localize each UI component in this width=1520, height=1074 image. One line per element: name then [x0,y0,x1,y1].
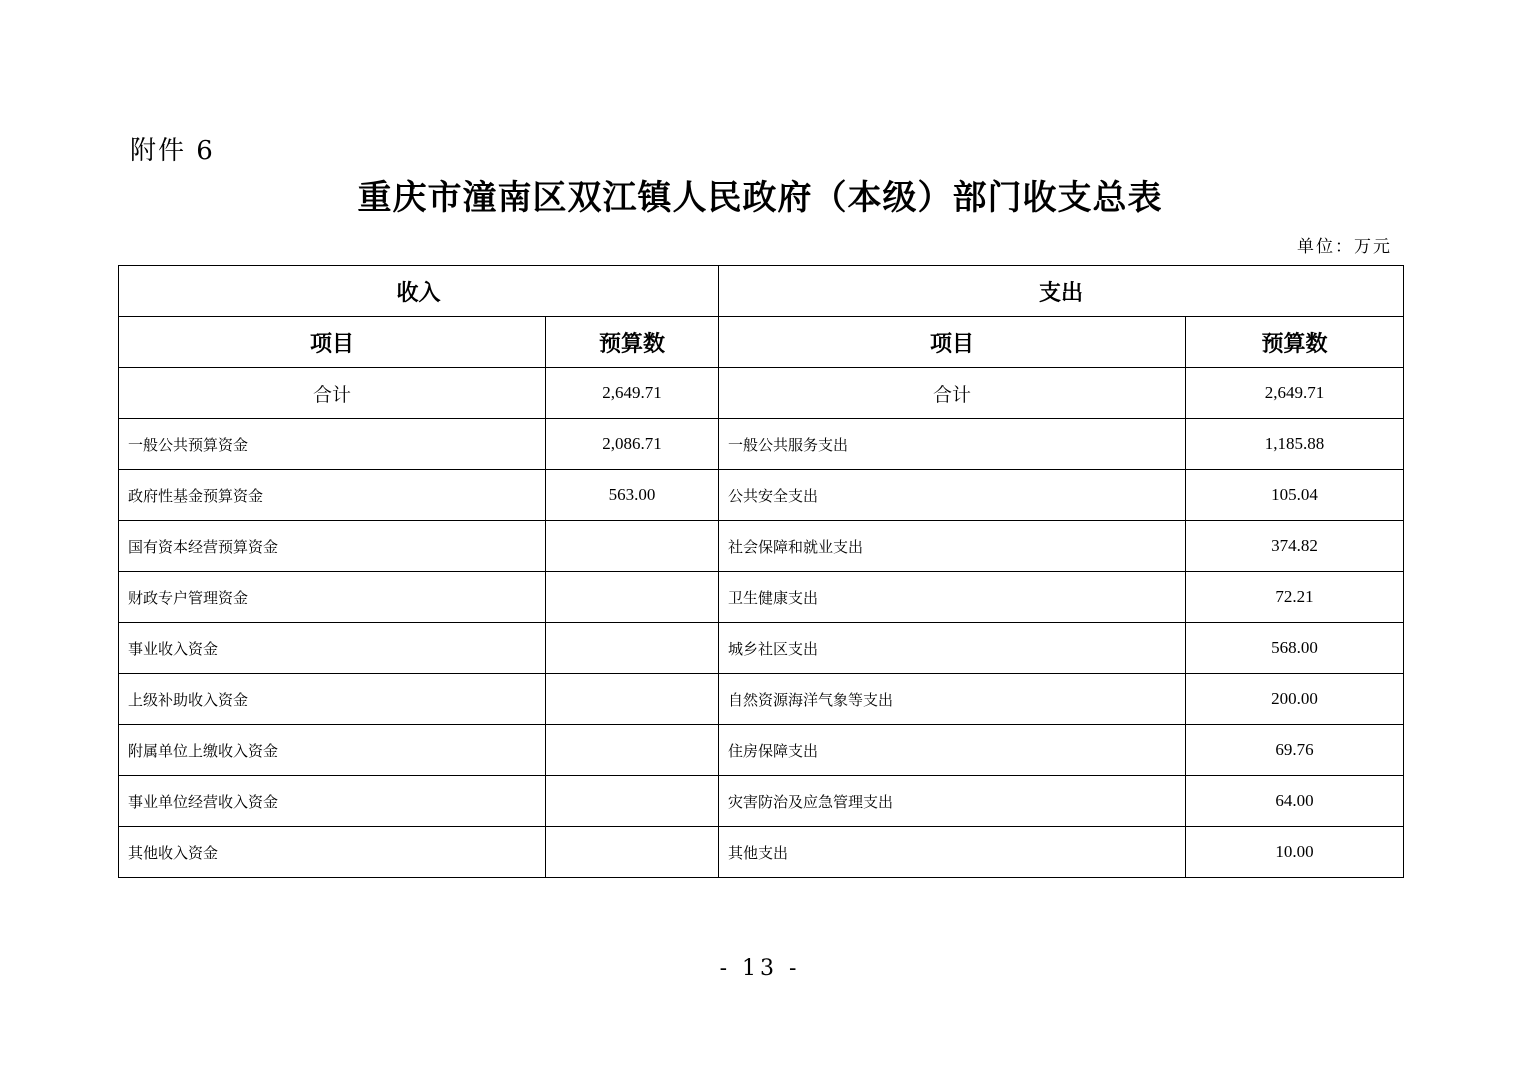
expense-value: 105.04 [1186,470,1404,521]
income-header: 收入 [119,266,719,317]
table-row [119,470,1404,521]
income-item-header: 项目 [119,317,546,368]
expense-item: 灾害防治及应急管理支出 [719,776,1186,827]
expense-value: 72.21 [1186,572,1404,623]
expense-total-value: 2,649.71 [1186,368,1404,419]
expense-value: 69.76 [1186,725,1404,776]
expense-value: 374.82 [1186,521,1404,572]
attachment-label: 附件 6 [130,136,215,166]
income-item: 事业收入资金 [119,623,546,674]
income-item: 国有资本经营预算资金 [119,521,546,572]
income-value [546,572,719,623]
table-row [119,776,1404,827]
expense-item: 一般公共服务支出 [719,419,1186,470]
table-row [119,827,1404,878]
income-item: 上级补助收入资金 [119,674,546,725]
expense-item: 住房保障支出 [719,725,1186,776]
income-item: 其他收入资金 [119,827,546,878]
expense-value: 64.00 [1186,776,1404,827]
expense-item: 城乡社区支出 [719,623,1186,674]
expense-value: 568.00 [1186,623,1404,674]
expense-item: 自然资源海洋气象等支出 [719,674,1186,725]
table-row [119,521,1404,572]
income-value: 2,086.71 [546,419,719,470]
income-value [546,674,719,725]
document-title: 重庆市潼南区双江镇人民政府（本级）部门收支总表 [357,178,1163,218]
expense-value: 10.00 [1186,827,1404,878]
income-value [546,827,719,878]
unit-label: 单位：万元 [1297,237,1392,257]
income-value [546,623,719,674]
expense-value: 200.00 [1186,674,1404,725]
expense-item: 其他支出 [719,827,1186,878]
total-row [119,368,1404,419]
table-row [119,674,1404,725]
expense-header: 支出 [719,266,1404,317]
column-header-row [119,317,1404,368]
income-item: 政府性基金预算资金 [119,470,546,521]
income-item: 一般公共预算资金 [119,419,546,470]
expense-item: 公共安全支出 [719,470,1186,521]
income-item: 事业单位经营收入资金 [119,776,546,827]
income-total-value: 2,649.71 [546,368,719,419]
table-row [119,725,1404,776]
page-number: - 13 - [719,956,801,981]
table-row [119,623,1404,674]
expense-value: 1,185.88 [1186,419,1404,470]
income-total-label: 合计 [119,368,546,419]
income-item: 财政专户管理资金 [119,572,546,623]
income-value [546,521,719,572]
table-row [119,419,1404,470]
expense-budget-header: 预算数 [1186,317,1404,368]
income-item: 附属单位上缴收入资金 [119,725,546,776]
budget-summary-table [118,265,1404,878]
income-value: 563.00 [546,470,719,521]
income-value [546,776,719,827]
expense-item: 卫生健康支出 [719,572,1186,623]
expense-item-header: 项目 [719,317,1186,368]
table-row [119,572,1404,623]
group-header-row [119,266,1404,317]
expense-item: 社会保障和就业支出 [719,521,1186,572]
income-value [546,725,719,776]
expense-total-label: 合计 [719,368,1186,419]
income-budget-header: 预算数 [546,317,719,368]
